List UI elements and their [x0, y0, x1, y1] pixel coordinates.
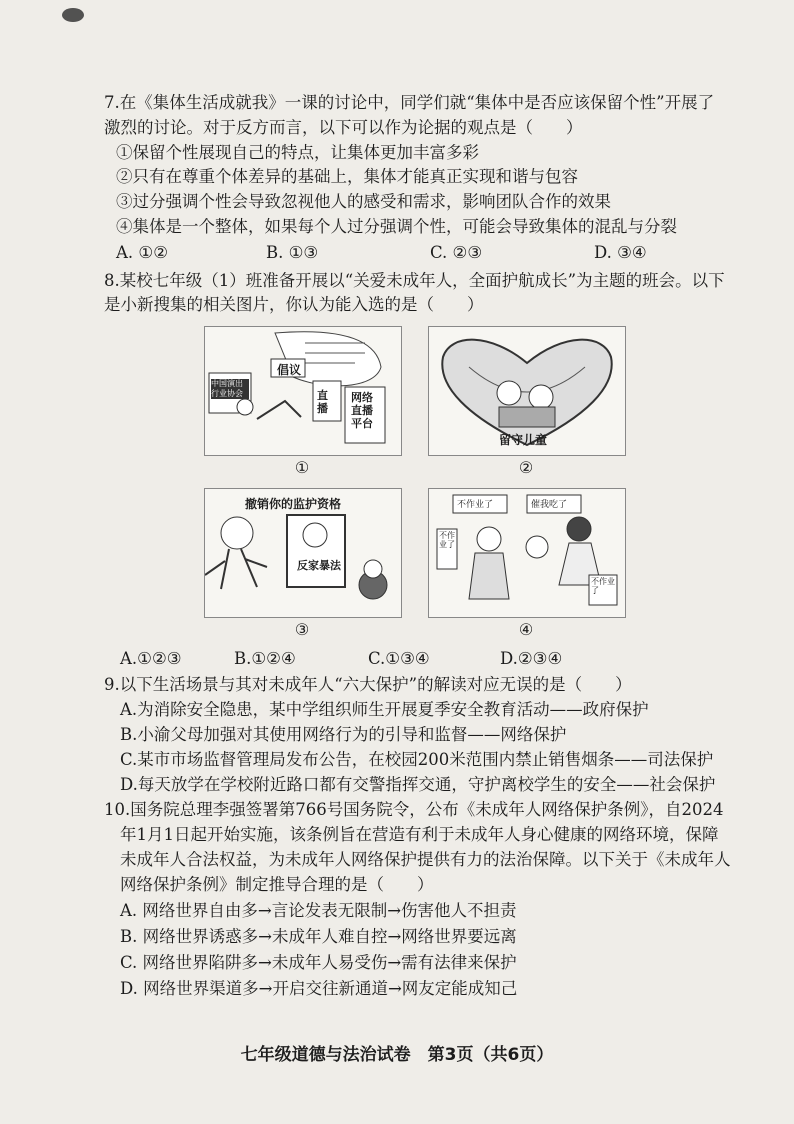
q10-option-b: B. 网络世界诱惑多→未成年人难自控→网络世界要远离	[120, 927, 517, 946]
q8-image-4-bubble-2: 催我吃了	[531, 500, 568, 510]
q10-line-2: 年1月1日起开始实施，该条例旨在营造有利于未成年人身心健康的网络环境，保障	[120, 825, 719, 844]
q7-line-1: 7.在《集体生活成就我》一课的讨论中，同学们就“集体中是否应该保留个性”开展了	[104, 93, 715, 112]
q7-option-a: A. ①②	[116, 243, 168, 262]
q8-line-2: 是小新搜集的相关图片，你认为能入选的是（ ）	[104, 295, 484, 314]
binder-hole	[62, 8, 84, 22]
q8-image-4	[428, 488, 626, 618]
q10-line-3: 未成年人合法权益，为未成年人网络保护提供有力的法治保障。以下关于《未成年人	[120, 850, 731, 869]
q10-line-4: 网络保护条例》制定推导合理的是（ ）	[120, 875, 434, 894]
q8-option-a: A.①②③	[120, 649, 182, 668]
q8-image-3	[204, 488, 402, 618]
q8-image-1-label-b: 倡议	[277, 363, 302, 377]
q10-option-d: D. 网络世界渠道多→开启交往新通道→网友定能成知己	[120, 979, 518, 998]
q8-image-2-caption: ②	[518, 458, 534, 477]
q10-line-1: 10.国务院总理李强签署第766号国务院令，公布《未成年人网络保护条例》，自2024	[104, 800, 724, 819]
q7-option-b: B. ①③	[266, 243, 319, 262]
q8-image-4-note-2: 不作业了	[591, 577, 615, 595]
q10-option-a: A. 网络世界自由多→言论发表无限制→伤害他人不担责	[120, 901, 517, 920]
q8-image-4-bubble-1: 不作业了	[457, 500, 494, 510]
q8-option-c: C.①③④	[368, 649, 430, 668]
q10-option-c: C. 网络世界陷阱多→未成年人易受伤→需有法律来保护	[120, 953, 517, 972]
q9-option-c: C.某市市场监督管理局发布公告，在校园200米范围内禁止销售烟条——司法保护	[120, 750, 714, 769]
q8-image-3-label-b: 反家暴法	[297, 559, 341, 572]
q7-line-2: 激烈的讨论。对于反方而言，以下可以作为论据的观点是（ ）	[104, 118, 583, 137]
q7-option-c: C. ②③	[430, 243, 483, 262]
q9-option-d: D.每天放学在学校附近路口都有交警指挥交通，守护离校学生的安全——社会保护	[120, 775, 716, 794]
q8-image-4-caption: ④	[518, 620, 534, 639]
q8-image-grid	[200, 322, 640, 640]
q8-image-1-label-a: 中国演出行业协会	[211, 379, 249, 399]
q7-option-d: D. ③④	[594, 243, 647, 262]
q8-option-d: D.②③④	[500, 649, 563, 668]
q8-image-4-note-1: 不作业了	[439, 531, 455, 549]
q7-statement-1: ①保留个性展现自己的特点，让集体更加丰富多彩	[116, 143, 479, 162]
q7-statement-3: ③过分强调个性会导致忽视他人的感受和需求，影响团队合作的效果	[116, 192, 611, 211]
q8-image-3-caption: ③	[294, 620, 310, 639]
q9-option-a: A.为消除安全隐患，某中学组织师生开展夏季安全教育活动——政府保护	[120, 700, 649, 719]
q7-statement-4: ④集体是一个整体，如果每个人过分强调个性，可能会导致集体的混乱与分裂	[116, 217, 677, 236]
q8-image-1-label-c: 直播	[317, 389, 328, 415]
q7-statement-2: ②只有在尊重个体差异的基础上，集体才能真正实现和谐与包容	[116, 167, 578, 186]
q8-image-2-label: 留守儿童	[499, 433, 548, 447]
q8-image-1-label-d: 网络直播平台	[351, 391, 373, 430]
q8-image-3-label-a: 撤销你的监护资格	[245, 497, 342, 511]
page-footer: 七年级道德与法治试卷 第3页（共6页）	[240, 1045, 554, 1065]
q9-line-1: 9.以下生活场景与其对未成年人“六大保护”的解读对应无误的是（ ）	[104, 675, 632, 694]
q8-option-b: B.①②④	[234, 649, 296, 668]
q9-option-b: B.小渝父母加强对其使用网络行为的引导和监督——网络保护	[120, 725, 567, 744]
q8-image-1-caption: ①	[294, 458, 310, 477]
q8-line-1: 8.某校七年级（1）班准备开展以“关爱未成年人，全面护航成长”为主题的班会。以下	[104, 271, 725, 290]
q8-image-2	[428, 326, 626, 456]
q8-image-1	[204, 326, 402, 456]
